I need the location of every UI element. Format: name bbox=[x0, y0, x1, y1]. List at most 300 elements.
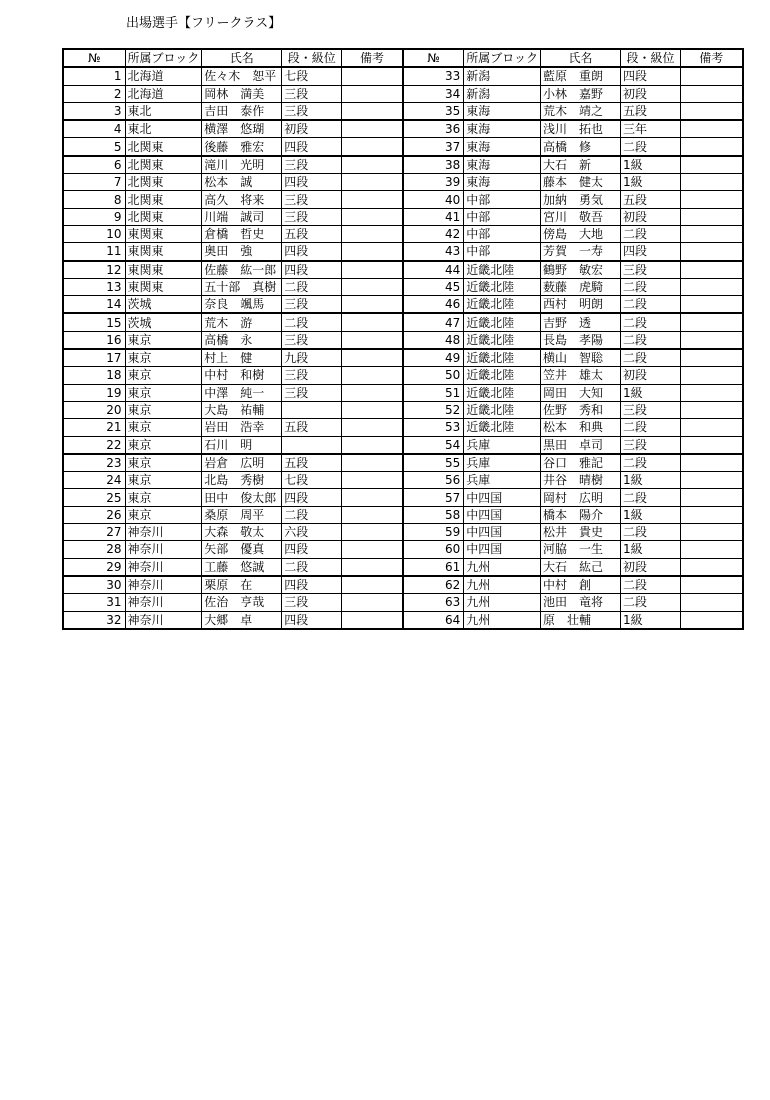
cell-note bbox=[342, 541, 403, 558]
cell-block: 北海道 bbox=[125, 67, 202, 85]
header-block-left: 所属ブロック bbox=[125, 49, 202, 67]
cell-name: 高橋 修 bbox=[541, 138, 621, 156]
cell-no: 57 bbox=[403, 489, 464, 506]
cell-rank: 五段 bbox=[621, 191, 681, 208]
cell-block: 東北 bbox=[125, 120, 202, 138]
cell-no: 5 bbox=[63, 138, 125, 156]
table-row bbox=[63, 472, 743, 489]
table-row bbox=[63, 524, 743, 541]
cell-no: 27 bbox=[63, 524, 125, 541]
cell-name: 倉橋 哲史 bbox=[202, 225, 282, 242]
table-row bbox=[63, 296, 743, 314]
cell-block: 神奈川 bbox=[125, 594, 202, 611]
cell-no: 64 bbox=[403, 611, 464, 629]
cell-block: 近畿北陸 bbox=[464, 313, 541, 331]
cell-no: 25 bbox=[63, 489, 125, 506]
cell-rank: 二段 bbox=[282, 558, 342, 576]
page-title: 出場選手【フリークラス】 bbox=[126, 16, 282, 31]
cell-rank: 五段 bbox=[282, 419, 342, 436]
cell-rank: 四段 bbox=[282, 174, 342, 191]
cell-no: 19 bbox=[63, 384, 125, 401]
cell-note bbox=[342, 296, 403, 314]
cell-rank: 三段 bbox=[621, 261, 681, 279]
cell-note bbox=[342, 401, 403, 418]
cell-no: 20 bbox=[63, 401, 125, 418]
cell-name: 笠井 雄太 bbox=[541, 367, 621, 384]
cell-name: 芳賀 一寿 bbox=[541, 243, 621, 261]
cell-note bbox=[342, 436, 403, 454]
cell-rank: 三段 bbox=[282, 594, 342, 611]
cell-no: 30 bbox=[63, 576, 125, 594]
cell-block: 近畿北陸 bbox=[464, 401, 541, 418]
cell-rank: 四段 bbox=[282, 489, 342, 506]
table-row bbox=[63, 331, 743, 349]
cell-note bbox=[681, 225, 743, 242]
cell-note bbox=[681, 367, 743, 384]
cell-rank: 二段 bbox=[282, 506, 342, 523]
cell-block: 東京 bbox=[125, 436, 202, 454]
cell-note bbox=[681, 524, 743, 541]
cell-rank: 四段 bbox=[282, 261, 342, 279]
cell-block: 北関東 bbox=[125, 174, 202, 191]
cell-block: 北関東 bbox=[125, 138, 202, 156]
cell-note bbox=[342, 331, 403, 349]
cell-note bbox=[681, 191, 743, 208]
header-name-left: 氏名 bbox=[202, 49, 282, 67]
table-row bbox=[63, 401, 743, 418]
cell-name: 松井 貴史 bbox=[541, 524, 621, 541]
cell-name: 岡林 満美 bbox=[202, 85, 282, 102]
cell-rank: 1級 bbox=[621, 472, 681, 489]
cell-no: 48 bbox=[403, 331, 464, 349]
table-row bbox=[63, 454, 743, 472]
cell-note bbox=[342, 524, 403, 541]
cell-name: 大森 敬太 bbox=[202, 524, 282, 541]
cell-no: 39 bbox=[403, 174, 464, 191]
cell-note bbox=[681, 313, 743, 331]
cell-note bbox=[681, 419, 743, 436]
cell-note bbox=[342, 174, 403, 191]
cell-block: 東海 bbox=[464, 138, 541, 156]
cell-no: 17 bbox=[63, 349, 125, 367]
cell-name: 松本 和典 bbox=[541, 419, 621, 436]
cell-no: 56 bbox=[403, 472, 464, 489]
cell-name: 岩倉 広明 bbox=[202, 454, 282, 472]
cell-rank: 九段 bbox=[282, 349, 342, 367]
cell-rank: 二段 bbox=[621, 489, 681, 506]
cell-block: 神奈川 bbox=[125, 576, 202, 594]
cell-no: 43 bbox=[403, 243, 464, 261]
cell-no: 8 bbox=[63, 191, 125, 208]
cell-name: 矢部 優真 bbox=[202, 541, 282, 558]
cell-note bbox=[342, 594, 403, 611]
cell-rank: 五段 bbox=[282, 225, 342, 242]
table-row bbox=[63, 261, 743, 279]
table-row bbox=[63, 594, 743, 611]
table-row bbox=[63, 174, 743, 191]
cell-block: 九州 bbox=[464, 576, 541, 594]
cell-note bbox=[681, 611, 743, 629]
cell-note bbox=[681, 541, 743, 558]
table-row bbox=[63, 138, 743, 156]
cell-name: 五十部 真樹 bbox=[202, 278, 282, 295]
cell-block: 神奈川 bbox=[125, 524, 202, 541]
cell-rank: 四段 bbox=[282, 138, 342, 156]
table-row bbox=[63, 558, 743, 576]
cell-block: 東京 bbox=[125, 349, 202, 367]
cell-name: 小林 嘉野 bbox=[541, 85, 621, 102]
cell-note bbox=[342, 208, 403, 225]
cell-no: 34 bbox=[403, 85, 464, 102]
cell-block: 東京 bbox=[125, 331, 202, 349]
cell-note bbox=[342, 225, 403, 242]
cell-note bbox=[342, 156, 403, 174]
cell-note bbox=[681, 349, 743, 367]
cell-note bbox=[681, 208, 743, 225]
cell-no: 13 bbox=[63, 278, 125, 295]
cell-block: 近畿北陸 bbox=[464, 367, 541, 384]
cell-block: 九州 bbox=[464, 594, 541, 611]
cell-rank: 二段 bbox=[621, 296, 681, 314]
cell-name: 中村 創 bbox=[541, 576, 621, 594]
cell-name: 川端 誠司 bbox=[202, 208, 282, 225]
header-note-left: 備考 bbox=[342, 49, 403, 67]
cell-block: 近畿北陸 bbox=[464, 419, 541, 436]
cell-name: 工藤 悠誠 bbox=[202, 558, 282, 576]
cell-rank: 二段 bbox=[621, 576, 681, 594]
cell-rank: 二段 bbox=[621, 349, 681, 367]
cell-no: 9 bbox=[63, 208, 125, 225]
cell-note bbox=[342, 313, 403, 331]
header-rank-right: 段・級位 bbox=[621, 49, 681, 67]
cell-rank: 四段 bbox=[621, 67, 681, 85]
cell-name: 河脇 一生 bbox=[541, 541, 621, 558]
cell-rank: 三段 bbox=[282, 296, 342, 314]
cell-block: 東京 bbox=[125, 419, 202, 436]
cell-note bbox=[342, 454, 403, 472]
header-rank-left: 段・級位 bbox=[282, 49, 342, 67]
cell-block: 新潟 bbox=[464, 85, 541, 102]
cell-block: 中部 bbox=[464, 191, 541, 208]
cell-name: 大島 祐輔 bbox=[202, 401, 282, 418]
cell-name: 奥田 強 bbox=[202, 243, 282, 261]
cell-rank: 三段 bbox=[282, 156, 342, 174]
cell-name: 高橋 永 bbox=[202, 331, 282, 349]
table-row bbox=[63, 349, 743, 367]
cell-name: 宮川 敬吾 bbox=[541, 208, 621, 225]
cell-note bbox=[342, 102, 403, 120]
cell-name: 傍島 大地 bbox=[541, 225, 621, 242]
cell-no: 3 bbox=[63, 102, 125, 120]
cell-rank: 六段 bbox=[282, 524, 342, 541]
cell-no: 60 bbox=[403, 541, 464, 558]
cell-block: 中部 bbox=[464, 208, 541, 225]
cell-no: 29 bbox=[63, 558, 125, 576]
cell-block: 茨城 bbox=[125, 296, 202, 314]
cell-name: 谷口 雅記 bbox=[541, 454, 621, 472]
cell-name: 桑原 周平 bbox=[202, 506, 282, 523]
cell-no: 26 bbox=[63, 506, 125, 523]
cell-name: 佐野 秀和 bbox=[541, 401, 621, 418]
cell-block: 東関東 bbox=[125, 278, 202, 295]
cell-name: 荒木 靖之 bbox=[541, 102, 621, 120]
cell-no: 52 bbox=[403, 401, 464, 418]
table-row bbox=[63, 436, 743, 454]
cell-note bbox=[342, 349, 403, 367]
table-row bbox=[63, 541, 743, 558]
header-name-right: 氏名 bbox=[541, 49, 621, 67]
cell-rank: 七段 bbox=[282, 67, 342, 85]
cell-note bbox=[681, 506, 743, 523]
cell-block: 近畿北陸 bbox=[464, 296, 541, 314]
cell-name: 佐々木 恕平 bbox=[202, 67, 282, 85]
cell-rank: 1級 bbox=[621, 156, 681, 174]
cell-note bbox=[681, 489, 743, 506]
cell-no: 49 bbox=[403, 349, 464, 367]
table-row bbox=[63, 367, 743, 384]
cell-no: 32 bbox=[63, 611, 125, 629]
cell-note bbox=[342, 120, 403, 138]
cell-no: 11 bbox=[63, 243, 125, 261]
cell-block: 東北 bbox=[125, 102, 202, 120]
cell-rank: 三段 bbox=[282, 367, 342, 384]
cell-block: 東京 bbox=[125, 489, 202, 506]
cell-name: 加納 勇気 bbox=[541, 191, 621, 208]
cell-note bbox=[342, 506, 403, 523]
cell-rank: 三段 bbox=[282, 191, 342, 208]
cell-no: 40 bbox=[403, 191, 464, 208]
cell-block: 中四国 bbox=[464, 506, 541, 523]
table-row bbox=[63, 225, 743, 242]
cell-name: 吉田 泰作 bbox=[202, 102, 282, 120]
cell-rank: 二段 bbox=[621, 313, 681, 331]
cell-name: 薮藤 虎騎 bbox=[541, 278, 621, 295]
table-row bbox=[63, 243, 743, 261]
cell-note bbox=[342, 138, 403, 156]
cell-no: 6 bbox=[63, 156, 125, 174]
cell-name: 北島 秀樹 bbox=[202, 472, 282, 489]
cell-rank: 初段 bbox=[282, 120, 342, 138]
table-header-row bbox=[63, 49, 743, 67]
cell-note bbox=[681, 102, 743, 120]
header-no-right: № bbox=[403, 49, 464, 67]
cell-name: 横山 智聡 bbox=[541, 349, 621, 367]
cell-name: 栗原 在 bbox=[202, 576, 282, 594]
cell-rank: 四段 bbox=[282, 541, 342, 558]
cell-name: 岡村 広明 bbox=[541, 489, 621, 506]
cell-block: 九州 bbox=[464, 611, 541, 629]
header-block-right: 所属ブロック bbox=[464, 49, 541, 67]
cell-note bbox=[681, 278, 743, 295]
cell-rank: 1級 bbox=[621, 541, 681, 558]
cell-no: 55 bbox=[403, 454, 464, 472]
cell-note bbox=[681, 156, 743, 174]
cell-note bbox=[681, 401, 743, 418]
table-row bbox=[63, 576, 743, 594]
cell-block: 東京 bbox=[125, 367, 202, 384]
table-row bbox=[63, 313, 743, 331]
cell-no: 22 bbox=[63, 436, 125, 454]
cell-note bbox=[342, 261, 403, 279]
cell-no: 16 bbox=[63, 331, 125, 349]
cell-rank: 五段 bbox=[282, 454, 342, 472]
cell-block: 東海 bbox=[464, 120, 541, 138]
cell-name: 長島 孝陽 bbox=[541, 331, 621, 349]
cell-block: 神奈川 bbox=[125, 541, 202, 558]
cell-no: 62 bbox=[403, 576, 464, 594]
table-row bbox=[63, 419, 743, 436]
cell-rank: 三段 bbox=[282, 208, 342, 225]
table-row bbox=[63, 384, 743, 401]
cell-rank: 七段 bbox=[282, 472, 342, 489]
cell-rank: 三段 bbox=[282, 331, 342, 349]
cell-block: 東京 bbox=[125, 454, 202, 472]
cell-rank: 三年 bbox=[621, 120, 681, 138]
cell-note bbox=[681, 120, 743, 138]
cell-note bbox=[681, 85, 743, 102]
cell-no: 12 bbox=[63, 261, 125, 279]
cell-block: 北海道 bbox=[125, 85, 202, 102]
cell-name: 橋本 陽介 bbox=[541, 506, 621, 523]
cell-name: 松本 誠 bbox=[202, 174, 282, 191]
cell-block: 東京 bbox=[125, 384, 202, 401]
cell-block: 近畿北陸 bbox=[464, 278, 541, 295]
cell-name: 田中 俊太郎 bbox=[202, 489, 282, 506]
cell-no: 14 bbox=[63, 296, 125, 314]
cell-name: 後藤 雅宏 bbox=[202, 138, 282, 156]
cell-name: 大郷 卓 bbox=[202, 611, 282, 629]
table-row bbox=[63, 278, 743, 295]
cell-no: 50 bbox=[403, 367, 464, 384]
cell-rank: 初段 bbox=[621, 85, 681, 102]
table-row bbox=[63, 191, 743, 208]
cell-name: 池田 竜将 bbox=[541, 594, 621, 611]
cell-no: 53 bbox=[403, 419, 464, 436]
cell-no: 18 bbox=[63, 367, 125, 384]
header-no-left: № bbox=[63, 49, 125, 67]
cell-note bbox=[681, 138, 743, 156]
cell-name: 村上 健 bbox=[202, 349, 282, 367]
table-row bbox=[63, 85, 743, 102]
cell-note bbox=[681, 261, 743, 279]
cell-name: 浅川 拓也 bbox=[541, 120, 621, 138]
cell-note bbox=[681, 384, 743, 401]
cell-no: 4 bbox=[63, 120, 125, 138]
cell-no: 47 bbox=[403, 313, 464, 331]
cell-note bbox=[342, 243, 403, 261]
table-row bbox=[63, 208, 743, 225]
cell-rank: 三段 bbox=[621, 401, 681, 418]
cell-rank: 二段 bbox=[621, 331, 681, 349]
cell-rank: 1級 bbox=[621, 384, 681, 401]
cell-rank: 二段 bbox=[621, 225, 681, 242]
cell-no: 59 bbox=[403, 524, 464, 541]
cell-rank: 1級 bbox=[621, 611, 681, 629]
cell-block: 中四国 bbox=[464, 524, 541, 541]
cell-rank bbox=[282, 436, 342, 454]
cell-note bbox=[342, 367, 403, 384]
cell-name: 大石 紘己 bbox=[541, 558, 621, 576]
cell-no: 63 bbox=[403, 594, 464, 611]
cell-name: 佐藤 紘一郎 bbox=[202, 261, 282, 279]
cell-no: 35 bbox=[403, 102, 464, 120]
cell-rank: 1級 bbox=[621, 174, 681, 191]
cell-name: 岩田 浩幸 bbox=[202, 419, 282, 436]
cell-no: 51 bbox=[403, 384, 464, 401]
cell-note bbox=[342, 611, 403, 629]
cell-note bbox=[681, 472, 743, 489]
cell-name: 中澤 純一 bbox=[202, 384, 282, 401]
cell-rank: 四段 bbox=[282, 243, 342, 261]
cell-block: 北関東 bbox=[125, 191, 202, 208]
cell-rank: 三段 bbox=[282, 102, 342, 120]
cell-name: 吉野 透 bbox=[541, 313, 621, 331]
cell-note bbox=[681, 436, 743, 454]
cell-block: 近畿北陸 bbox=[464, 384, 541, 401]
cell-rank: 二段 bbox=[621, 278, 681, 295]
cell-note bbox=[681, 174, 743, 191]
cell-note bbox=[681, 67, 743, 85]
cell-note bbox=[681, 558, 743, 576]
cell-no: 7 bbox=[63, 174, 125, 191]
cell-block: 東海 bbox=[464, 174, 541, 191]
cell-no: 54 bbox=[403, 436, 464, 454]
cell-rank: 二段 bbox=[282, 313, 342, 331]
cell-no: 37 bbox=[403, 138, 464, 156]
cell-name: 原 壮輔 bbox=[541, 611, 621, 629]
cell-block: 東海 bbox=[464, 156, 541, 174]
cell-name: 高久 将来 bbox=[202, 191, 282, 208]
cell-note bbox=[681, 331, 743, 349]
cell-no: 38 bbox=[403, 156, 464, 174]
cell-block: 近畿北陸 bbox=[464, 331, 541, 349]
cell-name: 石川 明 bbox=[202, 436, 282, 454]
table-row bbox=[63, 67, 743, 85]
cell-note bbox=[342, 419, 403, 436]
cell-rank: 二段 bbox=[621, 594, 681, 611]
cell-name: 奈良 颯馬 bbox=[202, 296, 282, 314]
table-row bbox=[63, 611, 743, 629]
cell-name: 滝川 光明 bbox=[202, 156, 282, 174]
cell-block: 中四国 bbox=[464, 489, 541, 506]
cell-note bbox=[342, 278, 403, 295]
cell-name: 黒田 卓司 bbox=[541, 436, 621, 454]
cell-block: 九州 bbox=[464, 558, 541, 576]
cell-name: 西村 明朗 bbox=[541, 296, 621, 314]
cell-no: 33 bbox=[403, 67, 464, 85]
cell-name: 鶴野 敏宏 bbox=[541, 261, 621, 279]
cell-no: 1 bbox=[63, 67, 125, 85]
cell-block: 東京 bbox=[125, 401, 202, 418]
cell-block: 東海 bbox=[464, 102, 541, 120]
cell-rank: 三段 bbox=[282, 384, 342, 401]
cell-block: 北関東 bbox=[125, 208, 202, 225]
cell-no: 46 bbox=[403, 296, 464, 314]
cell-block: 茨城 bbox=[125, 313, 202, 331]
cell-block: 東関東 bbox=[125, 243, 202, 261]
table-row bbox=[63, 120, 743, 138]
cell-rank: 二段 bbox=[282, 278, 342, 295]
cell-name: 荒木 游 bbox=[202, 313, 282, 331]
cell-note bbox=[342, 576, 403, 594]
cell-note bbox=[342, 384, 403, 401]
cell-name: 佐治 亨哉 bbox=[202, 594, 282, 611]
cell-rank: 二段 bbox=[621, 454, 681, 472]
cell-block: 兵庫 bbox=[464, 454, 541, 472]
cell-rank: 四段 bbox=[621, 243, 681, 261]
cell-rank: 1級 bbox=[621, 506, 681, 523]
cell-note bbox=[681, 243, 743, 261]
